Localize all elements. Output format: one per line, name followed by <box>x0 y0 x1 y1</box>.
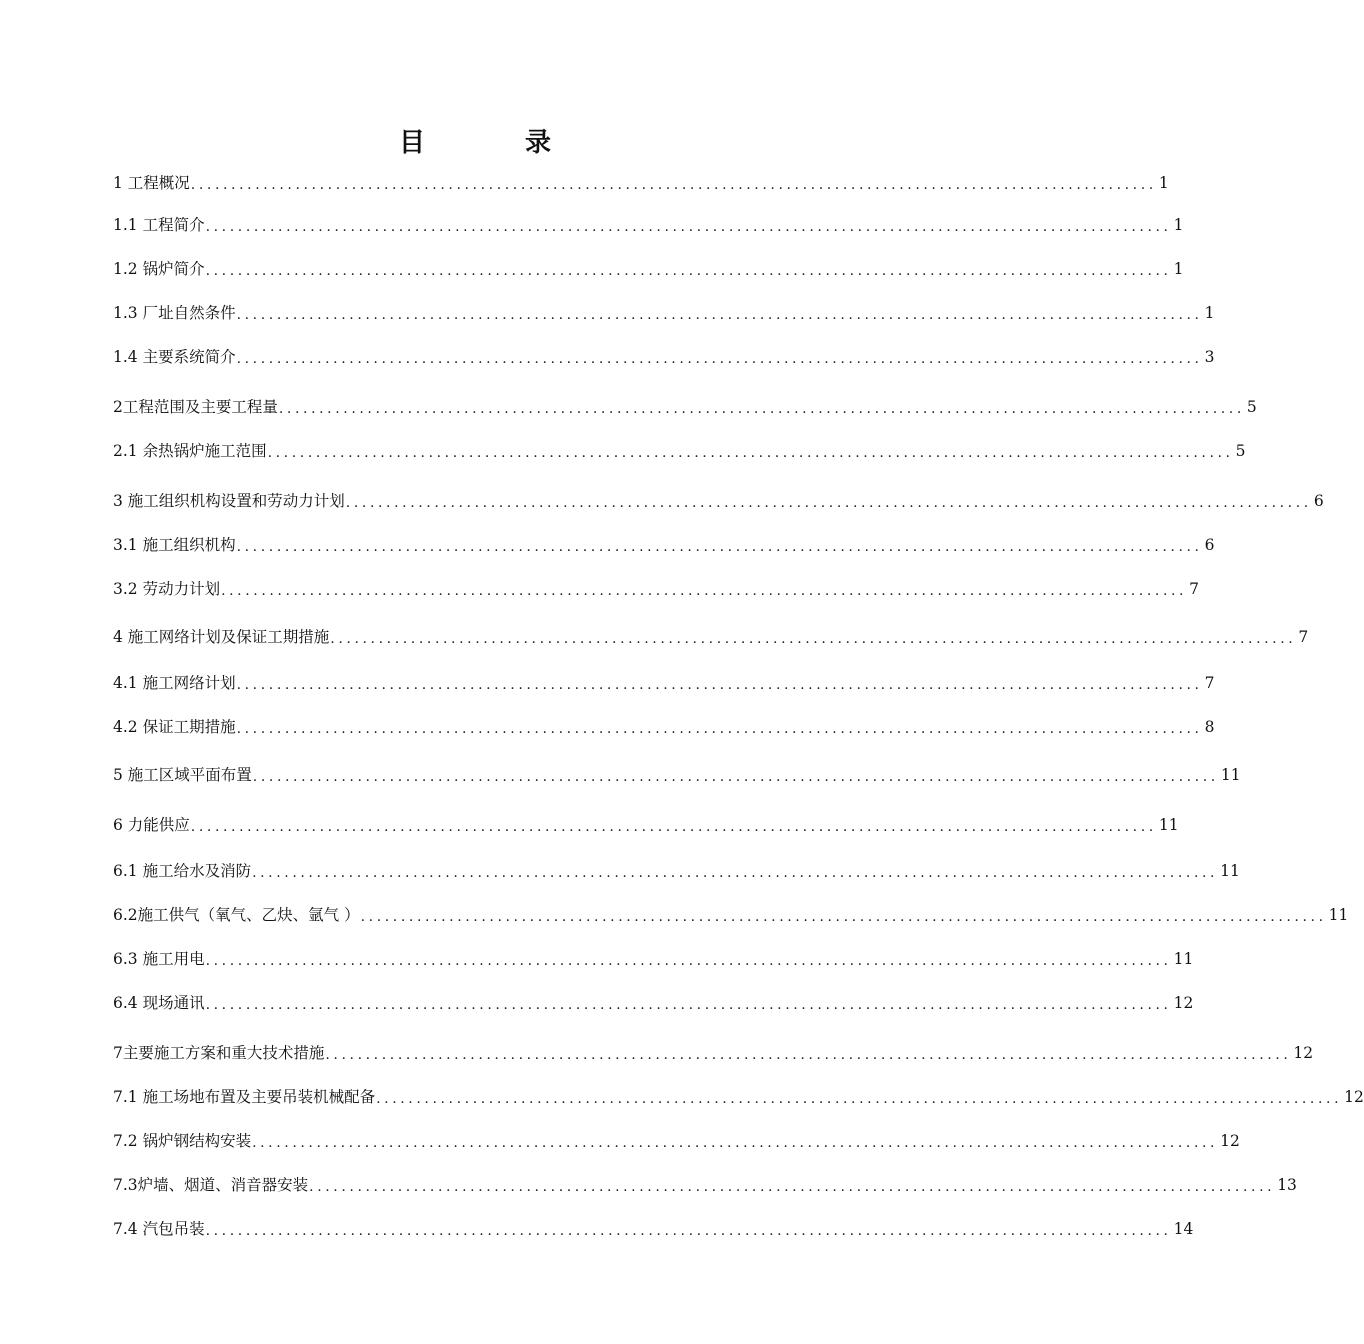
toc-entry-page-number: 1 <box>1173 216 1184 234</box>
toc-dot-leader: ........................................................................................................................ <box>345 495 1312 511</box>
toc-entry[interactable] <box>113 992 1194 1014</box>
toc-dot-leader: ........................................................................................................................ <box>205 219 1172 235</box>
toc-entry-label: 7主要施工方案和重大技术措施 <box>113 1044 325 1062</box>
toc-entry-label: 7.2 锅炉钢结构安装 <box>113 1132 252 1150</box>
toc-entry[interactable] <box>113 1042 1314 1064</box>
toc-entry-page-number: 6 <box>1204 536 1215 554</box>
toc-entry-label: 4.1 施工网络计划 <box>113 674 236 692</box>
toc-dot-leader: ........................................................................................................................ <box>360 909 1327 925</box>
toc-entry[interactable] <box>113 904 1349 926</box>
toc-dot-leader: ........................................................................................................................ <box>190 177 1157 193</box>
toc-entry-label: 5 施工区域平面布置 <box>113 766 252 784</box>
toc-dot-leader: ........................................................................................................................ <box>205 953 1172 969</box>
toc-entry-page-number: 1 <box>1158 174 1169 192</box>
toc-entry-label: 2工程范围及主要工程量 <box>113 398 278 416</box>
toc-entry-page-number: 12 <box>1293 1044 1314 1062</box>
toc-entry-label: 7.3炉墙、烟道、消音器安装 <box>113 1176 309 1194</box>
toc-dot-leader: ........................................................................................................................ <box>252 865 1219 881</box>
toc-entry[interactable] <box>113 764 1241 786</box>
toc-dot-leader: ........................................................................................................................ <box>278 401 1245 417</box>
toc-entry[interactable] <box>113 860 1240 882</box>
toc-entry[interactable] <box>113 948 1194 970</box>
toc-dot-leader: ........................................................................................................................ <box>236 539 1203 555</box>
toc-entry[interactable] <box>113 716 1215 738</box>
toc-dot-leader: ........................................................................................................................ <box>309 1179 1276 1195</box>
toc-entry[interactable] <box>113 672 1215 694</box>
toc-entry-label: 6.4 现场通讯 <box>113 994 205 1012</box>
toc-entry[interactable] <box>113 1130 1240 1152</box>
toc-dot-leader: ........................................................................................................................ <box>236 307 1203 323</box>
toc-dot-leader: ........................................................................................................................ <box>236 677 1203 693</box>
toc-entry-label: 6.1 施工给水及消防 <box>113 862 252 880</box>
toc-entry-page-number: 8 <box>1204 718 1215 736</box>
toc-title-right: 录 <box>525 128 552 158</box>
toc-entry-page-number: 11 <box>1173 950 1194 968</box>
toc-dot-leader: ........................................................................................................................ <box>205 263 1172 279</box>
toc-dot-leader: ........................................................................................................................ <box>205 997 1172 1013</box>
toc-dot-leader: ........................................................................................................................ <box>376 1091 1343 1107</box>
toc-entry-page-number: 3 <box>1204 348 1215 366</box>
toc-entry-label: 4 施工网络计划及保证工期措施 <box>113 628 330 646</box>
toc-entry[interactable] <box>113 1218 1194 1240</box>
toc-entry[interactable] <box>113 626 1309 648</box>
toc-entry-label: 2.1 余热锅炉施工范围 <box>113 442 267 460</box>
toc-entry[interactable] <box>113 1086 1364 1108</box>
toc-entry-page-number: 1 <box>1204 304 1215 322</box>
toc-entry-label: 3 施工组织机构设置和劳动力计划 <box>113 492 345 510</box>
toc-entry-page-number: 12 <box>1220 1132 1240 1150</box>
toc-dot-leader: ........................................................................................................................ <box>330 631 1297 647</box>
toc-entry[interactable] <box>113 346 1215 368</box>
toc-entry-page-number: 6 <box>1313 492 1324 510</box>
toc-entry-page-number: 13 <box>1277 1176 1297 1194</box>
toc-dot-leader: ........................................................................................................................ <box>236 351 1203 367</box>
toc-entry-page-number: 1 <box>1173 260 1184 278</box>
toc-entry[interactable] <box>113 172 1169 194</box>
toc-dot-leader: ........................................................................................................................ <box>221 583 1188 599</box>
toc-entry-page-number: 7 <box>1189 580 1199 598</box>
toc-entry-label: 1.3 厂址自然条件 <box>113 304 236 322</box>
toc-entry-label: 3.1 施工组织机构 <box>113 536 236 554</box>
toc-entry-label: 7.1 施工场地布置及主要吊装机械配备 <box>113 1088 376 1106</box>
toc-entry-page-number: 11 <box>1220 766 1241 784</box>
toc-title <box>0 122 950 159</box>
toc-entry[interactable] <box>113 214 1184 236</box>
toc-entry-page-number: 12 <box>1173 994 1194 1012</box>
toc-entry-label: 1.2 锅炉简介 <box>113 260 205 278</box>
toc-entry-page-number: 14 <box>1173 1220 1194 1238</box>
toc-dot-leader: ........................................................................................................................ <box>267 445 1234 461</box>
toc-entry-page-number: 12 <box>1344 1088 1364 1106</box>
toc-entry[interactable] <box>113 302 1215 324</box>
toc-entry[interactable] <box>113 440 1246 462</box>
toc-dot-leader: ........................................................................................................................ <box>205 1223 1172 1239</box>
toc-entry-label: 6 力能供应 <box>113 816 190 834</box>
toc-entry-page-number: 5 <box>1246 398 1257 416</box>
toc-entry-label: 6.2施工供气（氧气、乙炔、氩气 ） <box>113 906 360 924</box>
toc-dot-leader: ........................................................................................................................ <box>325 1047 1292 1063</box>
toc-entry-page-number: 7 <box>1204 674 1215 692</box>
toc-entry-label: 1.1 工程简介 <box>113 216 205 234</box>
toc-entry[interactable] <box>113 534 1215 556</box>
toc-entry-label: 1.4 主要系统简介 <box>113 348 236 366</box>
toc-dot-leader: ........................................................................................................................ <box>252 769 1219 785</box>
toc-entry[interactable] <box>113 490 1324 512</box>
toc-entry-label: 6.3 施工用电 <box>113 950 205 968</box>
toc-entry[interactable] <box>113 258 1184 280</box>
toc-entry[interactable] <box>113 814 1179 836</box>
toc-entry[interactable] <box>113 396 1257 418</box>
toc-entry[interactable] <box>113 1174 1297 1196</box>
toc-entry-page-number: 7 <box>1298 628 1309 646</box>
toc-entry[interactable] <box>113 578 1199 600</box>
toc-entry-label: 3.2 劳动力计划 <box>113 580 221 598</box>
toc-title-left: 目 <box>398 128 425 158</box>
toc-entry-page-number: 5 <box>1235 442 1246 460</box>
toc-entry-label: 4.2 保证工期措施 <box>113 718 236 736</box>
toc-entry-page-number: 11 <box>1220 862 1240 880</box>
toc-dot-leader: ........................................................................................................................ <box>236 721 1203 737</box>
toc-entry-label: 1 工程概况 <box>113 174 190 192</box>
toc-dot-leader: ........................................................................................................................ <box>190 819 1157 835</box>
toc-entry-page-number: 11 <box>1328 906 1349 924</box>
toc-entry-label: 7.4 汽包吊装 <box>113 1220 205 1238</box>
toc-dot-leader: ........................................................................................................................ <box>252 1135 1219 1151</box>
toc-entry-page-number: 11 <box>1158 816 1179 834</box>
